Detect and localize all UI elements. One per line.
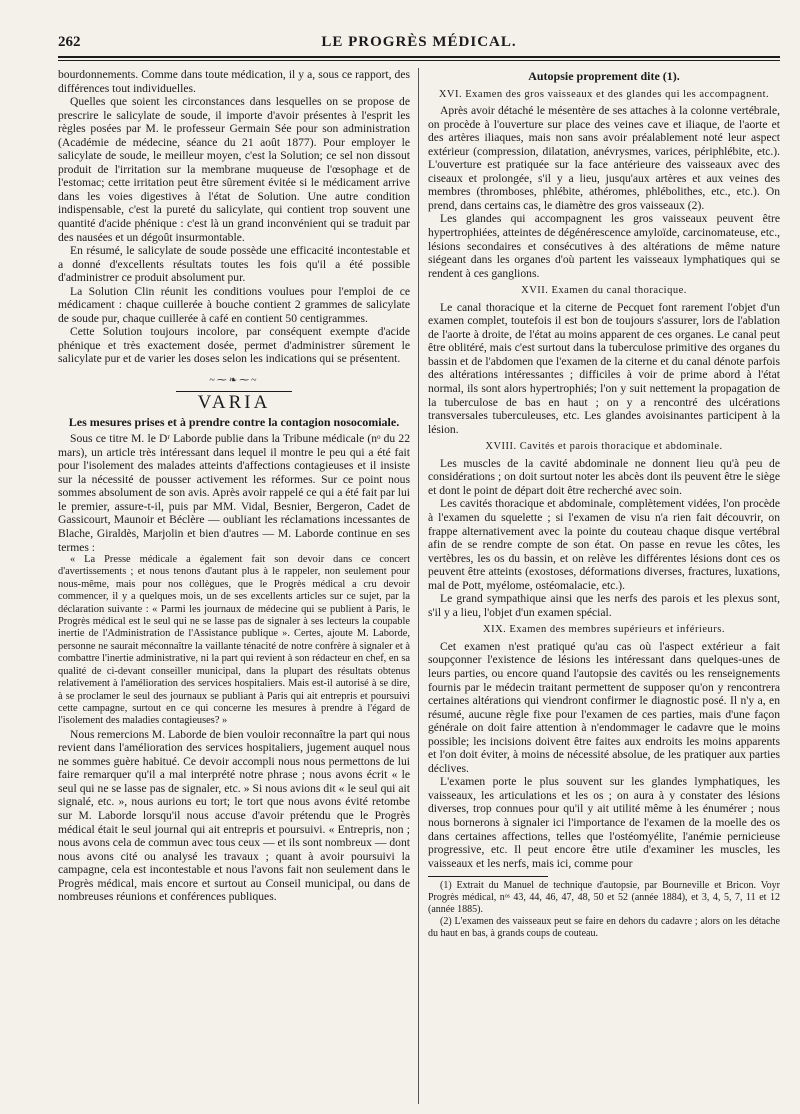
page-number: 262 [58, 34, 81, 50]
subsection-title: XVIII. Cavités et parois thoracique et abdominale. [485, 441, 723, 453]
paragraph: Le canal thoracique et la citerne de Pecquet font rarement l'objet d'un examen complet, toutefois il est bon de toujours s'assurer, lors de l'ablation de l'aorte à droite, de l'état au moins apparent de ces organes. Le canal peut être oblitéré, mais c'est surtout dans la tuberculose primitive des organes du bassin et de l'abdomen que l'examen de la citerne et du canal dénote parfois des altérations intéressantes ; difficiles à voir de prime abord à l'état normal, ils sont alors hypertrophiés; l'on y suit nettement la propagation de la tuberculose de bas en haut ; on y a rencontré des ulcérations transversales tuberculeuses, etc. Les glandes avoisinantes participent à la lésion. [428, 300, 780, 436]
subsection-title: XVI. Examen des gros vaisseaux et des glandes qui les accompagnent. [438, 88, 770, 100]
header-rule-thin [58, 60, 780, 61]
paragraph: Le grand sympathique ainsi que les nerfs des parois et les plexus sont, s'il y a lieu, l'objet d'un examen spécial. [428, 592, 780, 619]
paragraph: Nous remercions M. Laborde de bien vouloir reconnaître la part qui nous revient dans l'amélioration des services hospitaliers, jugement auquel nous ne sommes guère habitué. Ce devoir accompli nous nous permettons de lui faire remarquer qu'il a mal interprété notre phrase ; nous avons écrit « le seul qui ne se lasse pas de signaler, etc. » Si nous avions dit « le seul qui ait signalé, etc. », nous aurions eu tort; le tort que nous avons évité retombe sur M. Laborde lorsqu'il nous accuse d'avoir prétendu que le Progrès médical était le seul journal qui ait entrepris et poursuivi. « Entrepris, non ; nous avons cela de commun avec tous ceux — et ils sont nombreux — dont nous avons cité ou analysé les travaux ; quant à avoir poursuivi la campagne, cela est incontestable et nous l'avons fait non seulement dans le Progrès médical, mais encore et surtout au Conseil municipal, ou dans de nombreuses réunions et conférences publiques. [58, 727, 410, 904]
journal-title: LE PROGRÈS MÉDICAL. [321, 34, 517, 50]
paragraph: Cette Solution toujours incolore, par conséquent exempte d'acide phénique et très exactement dosée, permet d'administrer sûrement le salicylate pur et de varier les doses selon les indications qui se présentent. [58, 325, 410, 366]
subsection-title: XIX. Examen des membres supérieurs et inférieurs. [482, 624, 725, 636]
section-title: Autopsie proprement dite (1). [528, 69, 680, 83]
right-column [428, 68, 780, 1106]
paragraph: La Solution Clin réunit les conditions voulues pour l'emploi de ce médicament : chaque cuillerée à bouche contient 2 grammes de salicylate de soude pur, chaque cuillerée à café en contient 50 centigrammes. [58, 284, 410, 325]
article-title: Les mesures prises et à prendre contre la contagion nosocomiale. [68, 415, 400, 430]
varia-heading: VARIA [176, 391, 293, 410]
paragraph: Après avoir détaché le mésentère de ses attaches à la colonne vertébrale, on procède à l'ouverture sur place des veines cave et iliaque, de l'aorte et des artères iliaques, mais non sans avoir préalablement noté leur aspect extérieur (compression, dilatation, anévrysmes, varices, périphlébite, etc.). L'ouverture est pratiquée sur la face antérieure des vaisseaux avec des ciseaux et prolongée, s'il y a lieu, jusqu'aux artères et aux veines des membres (thromboses, phlébite, athéromes, phlébolithes, etc., etc.). On prend, dans certains cas, le diamètre des gros vaisseaux (2). [428, 104, 780, 212]
subsection-title: XVII. Examen du canal thoracique. [521, 285, 687, 297]
column-divider [418, 68, 419, 1104]
page-header [58, 34, 780, 56]
ornament: ~⁓❧⁓~ [209, 375, 259, 387]
paragraph: Les cavités thoracique et abdominale, complètement vidées, l'on procède à l'examen du squelette ; si l'examen de visu n'a rien fait découvrir, on frappe alternativement avec la pointe du couteau chaque disque vertébral afin de se rendre compte de son état. On passe en revue les côtes, les vertèbres, les os du bassin, et on relève les différentes lésions dont ces os peuvent être atteints (exostoses, déformations diverses, fractures, luxations, mal de Pott, myélome, ostéomalacie, etc.). [428, 497, 780, 592]
left-column [58, 68, 410, 1106]
paragraph: Cet examen n'est pratiqué qu'au cas où l'aspect extérieur a fait soupçonner l'existence de lésions les intéressant dans quelques-unes de leurs parties, ou encore quand l'autopsie des cavités ou les renseignements fournis par le médecin traitant permettent de supposer qu'on y rencontrera certaines altérations qui viendront confirmer le diagnostic posé. Il n'y a, en résumé, aucune règle fixe pour l'examen de ces parties, mais d'une façon générale on doit faire attention à n'endommager le cadavre que le moins possible; les incisions doivent être faites aux endroits les moins apparents et l'on doit éviter, à moins de nécessité absolue, de les pratiquer aux parties déclives. [428, 639, 780, 775]
footnote-rule [428, 876, 548, 877]
paragraph: Quelles que soient les circonstances dans lesquelles on se propose de prescrire le salicylate de soude, il importe d'avoir présentes à l'esprit les règles posées par M. le professeur Germain Sée pour son administration (Académie de médecine, séance du 21 août 1877). Pour employer le salicylate de soude, le meilleur moyen, c'est la Solution; ce sel non dissout produit de l'irritation sur la membrane muqueuse de l'œsophage et de l'estomac; cette irritation peut être sûrement évitée si le médicament arrive dans les voies digestives à l'état de Solution. Une autre condition indispensable, c'est la pureté du salicylate, qui contient trop souvent une quantité d'acide phénique : c'est là un grand inconvénient qui se traduit par des nausées et un dégoût insurmontable. [58, 95, 410, 244]
paragraph: L'examen porte le plus souvent sur les glandes lymphatiques, les vaisseaux, les articulations et les os ; on aura à y constater des lésions diverses, trop connues pour qu'il y ait utilité même à les énumérer ; nous nous bornerons à signaler ici l'importance de l'examen de la moelle des os dans certaines affections, telles que l'ostéomyélite, l'anémie pernicieuse progressive, etc. Il peut encore être utile d'examiner les muscles, les vaisseaux et les nerfs, mais ici, comme pour [428, 775, 780, 870]
paragraph: bourdonnements. Comme dans toute médication, il y a, sous ce rapport, des différences tout individuelles. [58, 68, 410, 95]
footnote: (1) Extrait du Manuel de technique d'autopsie, par Bourneville et Bricon. Voyr Progrès médical, nᵒˢ 43, 44, 46, 47, 48, 50 et 52 (année 1884), et 3, 4, 5, 7, 11 et 12 (année 1885). [428, 880, 780, 916]
quotation: « La Presse médicale a également fait son devoir dans ce concert d'avertissements ; et nous tenons d'autant plus à le rappeler, non seulement pour nous-même, mais pour nos collègues, que le Progrès médical a cru devoir commencer, il y a quelques mois, un de ses excellents articles sur ce sujet, par la déclaration suivante : « Parmi les journaux de médecine qui se publient à Paris, le Progrès médical est le seul qui ne se lasse pas de signaler à ses lecteurs la coupable inertie de l'Administration de l'Assistance publique ». Certes, ajoute M. Laborde, personne ne saurait méconnaître la vaillante ténacité de notre confrère à signaler et à combattre l'inertie administrative, ni la part qui revient à son rédacteur en chef, en sa qualité de ci-devant conseiller municipal, dans la plupart des résultats obtenus relativement à l'amélioration des services hospitaliers. Mais est-il autorisé à se dire, à se proclamer le seul des journaux se publiant à Paris qui ait entrepris et poursuivi cette campagne, surtout en ce qui concerne les mesures à prendre à l'égard de l'isolement des maladies contagieuses? » [58, 554, 410, 727]
paragraph: Sous ce titre M. le Dʳ Laborde publie dans la Tribune médicale (nᵒ du 22 mars), un article très intéressant dans lequel il montre le peu qui a été fait pour l'isolement des malades atteints d'affections contagieuses et il insiste sur la nécessité de pousser activement les réformes. Sur ce point nous sommes absolument de son avis. Après avoir rappelé ce qui a été fait par lui le premier, assure-t-il, puis par MM. Vidal, Besnier, Bergeron, Cadet de Gassicourt, Maunoir et Béclère — oubliant les réclamations incessantes de Blache, Giraldès, Marjolin et bien d'autres — M. Laborde continue en ses termes : [58, 432, 410, 554]
section-heading [58, 374, 410, 411]
paragraph: Les muscles de la cavité abdominale ne donnent lieu qu'à peu de considérations ; on doit surtout noter les abcès dont ils peuvent être le siège et dont le point de départ doit être recherché avec soin. [428, 456, 780, 497]
header-rule-thick [58, 56, 780, 58]
paragraph: Les glandes qui accompagnent les gros vaisseaux peuvent être hypertrophiées, atteintes de dégénérescence amyloïde, carcinomateuse, etc., lésions secondaires et consécutives à des altérations de même nature siégeant dans les organes d'où partent les vaisseaux lymphatiques qui se rendent à ces ganglions. [428, 212, 780, 280]
paragraph: En résumé, le salicylate de soude possède une efficacité incontestable et a donné d'excellents résultats toutes les fois qu'il a été possible d'administrer ce produit absolument pur. [58, 244, 410, 285]
footnote: (2) L'examen des vaisseaux peut se faire en dehors du cadavre ; alors on les détache du haut en bas, à grands coups de couteau. [428, 916, 780, 940]
